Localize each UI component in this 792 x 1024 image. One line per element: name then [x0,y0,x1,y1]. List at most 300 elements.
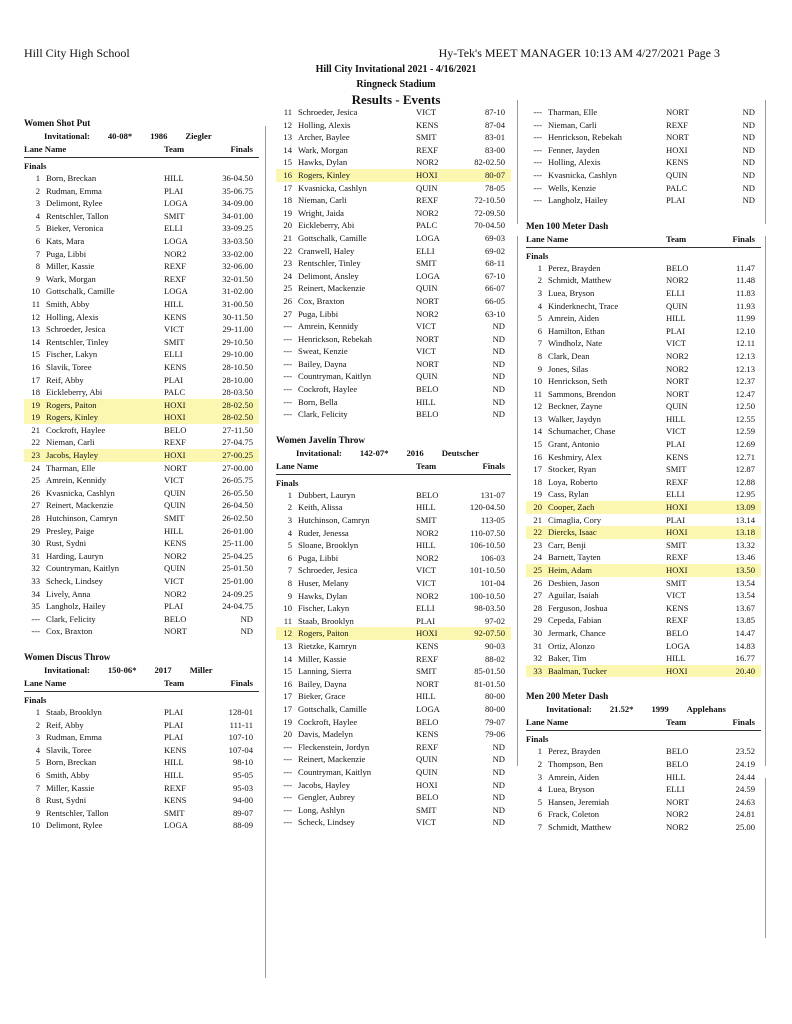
team-code: PLAI [416,615,436,626]
athlete-name: Jacobs, Hayley [298,779,351,790]
finals-mark: 11.83 [735,287,755,298]
result-row [526,350,761,363]
athlete-name: Slavik, Toree [46,361,92,372]
event-record: Invitational: 142-07* 2016 Deutscher [296,447,479,458]
finals-mark: 13.18 [735,527,755,538]
result-row [276,194,511,207]
place-cell: 32 [533,653,542,664]
finals-mark: 16.77 [735,653,755,664]
team-code: REXF [666,476,688,487]
place-cell: --- [283,792,292,803]
place-cell: 10 [31,820,40,831]
place-cell: 32 [31,563,40,574]
place-cell: 8 [537,350,542,361]
place-cell: --- [533,144,542,155]
team-code: ELLI [164,223,183,234]
place-cell: 9 [35,807,40,818]
place-cell: 10 [31,286,40,297]
place-cell: --- [533,119,542,130]
place-cell: 14 [283,653,292,664]
result-row [24,499,259,512]
athlete-name: Sammons, Brendon [548,388,616,399]
team-code: PLAI [666,439,686,450]
result-row [276,257,511,270]
athlete-name: Kvasnicka, Cashlyn [548,169,617,180]
athlete-name: Cimaglia, Cory [548,514,601,525]
place-cell: --- [31,626,40,637]
finals-mark: ND [492,779,505,790]
finals-mark: 27-04.75 [222,437,253,448]
result-row [276,779,511,792]
result-row [24,600,259,613]
place-cell: 30 [533,627,542,638]
team-code: QUIN [416,182,438,193]
finals-mark: 14.83 [735,640,755,651]
result-row [24,235,259,248]
place-cell: 9 [287,590,292,601]
finals-mark: ND [742,132,755,143]
result-row [276,396,511,409]
athlete-name: Miller, Kassie [298,653,347,664]
team-code: SMIT [416,666,437,677]
athlete-name: Cooper, Zach [548,502,595,513]
result-row [276,182,511,195]
team-code: NOR2 [164,588,187,599]
finals-mark: 97-02 [484,615,505,626]
result-row [276,703,511,716]
place-cell: --- [283,321,292,332]
team-code: LOGA [416,270,440,281]
finals-mark: 26-05.50 [222,487,253,498]
result-row [24,399,259,412]
team-code: VICT [666,426,687,437]
finals-mark: 80-00 [484,703,505,714]
athlete-name: Tharman, Elle [548,107,598,117]
column-header: Lane Name Team Finals [276,460,511,475]
team-code: KENS [164,744,187,755]
header-meet-title: Hill City Invitational 2021 - 4/16/2021 [315,64,477,75]
result-row [24,819,259,832]
place-cell: 21 [533,514,542,525]
athlete-name: Countryman, Kaitlyn [298,371,372,382]
team-code: QUIN [666,169,688,180]
finals-mark: 78-05 [484,182,505,193]
athlete-name: Ferguson, Joshua [548,602,608,613]
athlete-name: Countryman, Kaitlyn [46,563,120,574]
result-row [24,285,259,298]
place-cell: 15 [283,666,292,677]
place-cell: 19 [533,489,542,500]
team-code: VICT [416,107,437,117]
team-code: NOR2 [416,308,439,319]
result-row [276,741,511,754]
team-code: ELLI [416,245,435,256]
place-cell: 26 [31,487,40,498]
team-code: VICT [416,346,437,357]
place-cell: 20 [283,220,292,231]
team-code: ELLI [666,489,685,500]
result-row [24,197,259,210]
place-cell: 2 [537,758,542,769]
team-code: PLAI [666,195,686,206]
finals-mark: 27-00.25 [222,450,253,461]
athlete-name: Gengler, Aubrey [298,792,355,803]
finals-mark: 26-01.00 [222,525,253,536]
result-row [276,144,511,157]
athlete-name: Amrein, Kennidy [46,475,107,486]
athlete-name: Hutchinson, Camryn [46,513,118,524]
athlete-name: Wright, Jaida [298,207,344,218]
team-code: KENS [164,795,187,806]
result-row [526,325,761,338]
team-code: SMIT [164,513,185,524]
result-row [24,474,259,487]
team-code: HOXI [416,779,438,790]
result-row [276,716,511,729]
result-row [24,525,259,538]
team-code: BELO [416,384,439,395]
result-row [526,589,761,602]
place-cell: --- [533,132,542,143]
athlete-name: Rietzke, Kamryn [298,640,357,651]
place-cell: 23 [283,258,292,269]
team-code: PLAI [164,185,184,196]
place-cell: 17 [283,182,292,193]
result-row [526,476,761,489]
place-cell: 11 [31,298,40,309]
finals-mark: 23.52 [735,746,755,757]
athlete-name: Reinert, Mackenzie [298,754,366,765]
team-code: NOR2 [666,275,689,286]
team-code: NOR2 [666,363,689,374]
finals-mark: 88-09 [232,820,253,831]
result-row [24,424,259,437]
finals-mark: 106-03 [480,552,505,563]
place-cell: 31 [31,550,40,561]
athlete-name: Stocker, Ryan [548,464,596,475]
place-cell: 6 [35,235,40,246]
place-cell: 16 [31,361,40,372]
finals-mark: 25-01.00 [222,576,253,586]
result-row [526,274,761,287]
team-code: REXF [666,615,688,626]
team-code: NOR2 [666,350,689,361]
finals-mark: ND [742,182,755,193]
athlete-name: Cockroft, Haylee [298,716,358,727]
athlete-name: Fischer, Lakyn [46,349,98,360]
result-row [276,665,511,678]
athlete-name: Lanning, Sierra [298,666,352,677]
result-row [276,640,511,653]
result-row [526,771,761,784]
result-row [276,345,511,358]
result-row [276,627,511,640]
header-results: Results - Events [351,92,441,107]
finals-mark: 29-10.50 [222,336,253,347]
athlete-name: Schroeder, Jesica [298,565,358,576]
team-code: HILL [164,173,184,183]
finals-mark: ND [742,144,755,155]
team-code: SMIT [416,804,437,815]
team-code: KENS [666,602,689,613]
result-row [276,320,511,333]
finals-mark: 12.71 [735,451,755,462]
result-row [526,337,761,350]
team-code: LOGA [164,235,188,246]
place-cell: 27 [283,308,292,319]
team-code: HILL [666,313,686,324]
result-row [526,640,761,653]
team-code: REXF [416,195,438,206]
athlete-name: Presley, Paige [46,525,95,536]
result-row [276,358,511,371]
team-code: NORT [666,376,689,387]
result-row [526,400,761,413]
finals-mark: 24.81 [735,809,755,820]
finals-mark: 26-04.50 [222,500,253,511]
result-row [24,550,259,563]
finals-mark: ND [742,157,755,168]
team-code: NOR2 [666,821,689,832]
finals-mark: 63-10 [484,308,505,319]
place-cell: 12 [283,119,292,130]
team-code: HILL [416,502,436,513]
team-code: VICT [164,324,185,335]
result-row [24,311,259,324]
athlete-name: Bieker, Grace [298,691,346,702]
finals-mark: 28-10.50 [222,361,253,372]
result-row [276,527,511,540]
result-row [24,744,259,757]
finals-mark: 28-10.00 [222,374,253,385]
place-cell: 13 [533,413,542,424]
team-code: NOR2 [416,552,439,563]
result-row [24,298,259,311]
athlete-name: Walker, Jaydyn [548,413,601,424]
athlete-name: Countryman, Kaitlyn [298,766,372,777]
place-cell: 35 [31,601,40,612]
result-row [276,501,511,514]
result-row [276,270,511,283]
finals-mark: 107-04 [228,744,253,755]
athlete-name: Carr, Benji [548,539,586,550]
team-code: HOXI [666,144,688,155]
athlete-name: Kats, Mara [46,235,85,246]
result-row [276,282,511,295]
team-code: PLAI [164,732,184,743]
athlete-name: Cox, Braxton [298,295,345,306]
athlete-name: Frack, Coleton [548,809,600,820]
team-code: BELO [416,716,439,727]
finals-mark: 30-11.50 [222,311,253,322]
athlete-name: Miller, Kassie [46,261,95,272]
column-header: Lane Name Team Finals [526,716,761,731]
result-row [24,782,259,795]
athlete-name: Born, Breckan [46,173,97,183]
team-code: REXF [416,741,438,752]
place-cell: 10 [283,603,292,614]
athlete-name: Kvasnicka, Cashlyn [298,182,367,193]
team-code: NORT [416,358,439,369]
finals-mark: 89-07 [232,807,253,818]
finals-mark: 92-07.50 [474,628,505,639]
athlete-name: Wark, Morgan [298,144,348,155]
team-code: HOXI [164,450,186,461]
place-cell: 22 [533,527,542,538]
team-code: HILL [164,757,184,768]
team-code: BELO [164,424,187,435]
athlete-name: Reif, Abby [46,719,84,730]
finals-mark: 94-00 [232,795,253,806]
finals-mark: 13.67 [735,602,755,613]
athlete-name: Harding, Lauryn [46,550,104,561]
athlete-name: Smith, Abby [46,298,90,309]
athlete-name: Wells, Kenzie [548,182,596,193]
athlete-name: Rudman, Emma [46,732,102,743]
athlete-name: Langholz, Hailey [548,195,608,206]
athlete-name: Archer, Baylee [298,132,350,143]
result-row [526,425,761,438]
result-row [276,232,511,245]
result-row [276,690,511,703]
result-row [24,807,259,820]
finals-mark: 79-06 [484,729,505,740]
finals-mark: 100-10.50 [469,590,505,601]
place-cell: 7 [35,782,40,793]
team-code: REXF [164,273,186,284]
athlete-name: Rentschler, Tinley [298,258,361,269]
place-cell: --- [283,333,292,344]
place-cell: 27 [533,590,542,601]
finals-mark: 13.50 [735,565,755,575]
result-row [276,728,511,741]
team-code: HILL [164,525,184,536]
team-code: VICT [666,338,687,349]
athlete-name: Bieker, Veronica [46,223,104,234]
result-row [276,207,511,220]
result-row [526,463,761,476]
finals-mark: 28-02.50 [222,399,253,410]
result-row [526,745,761,758]
team-code: NOR2 [666,809,689,820]
result-row [24,588,259,601]
athlete-name: Fleckenstein, Jordyn [298,741,370,752]
event-title: Women Shot Put [24,118,91,128]
finals-mark: 12.87 [735,464,755,475]
finals-mark: ND [492,371,505,382]
team-code: KENS [164,538,187,549]
athlete-name: Delimont, Ansley [298,270,359,281]
result-row [24,462,259,475]
column-divider [765,100,766,224]
place-cell: --- [533,195,542,206]
team-code: KENS [666,157,689,168]
place-cell: 4 [287,527,292,538]
result-row [526,451,761,464]
team-code: QUIN [416,754,438,765]
finals-mark: ND [742,195,755,206]
place-cell: --- [533,182,542,193]
finals-mark: 95-03 [232,782,253,793]
finals-mark: 12.55 [735,413,755,424]
finals-mark: 33-02.00 [222,248,253,259]
place-cell: 20 [283,729,292,740]
finals-mark: 66-05 [484,295,505,306]
team-code: REXF [666,119,688,130]
result-row [24,731,259,744]
finals-mark: 35-06.75 [222,185,253,196]
athlete-name: Rentschler, Tallon [46,210,109,221]
place-cell: 17 [31,374,40,385]
athlete-name: Staab, Brooklyn [46,706,102,717]
finals-mark: 67-10 [484,270,505,281]
header-meet-manager: Hy-Tek's MEET MANAGER 10:13 AM 4/27/2021 Page 3 [438,46,720,60]
finals-mark: 33-09.25 [222,223,253,234]
result-row [276,539,511,552]
place-cell: 3 [287,515,292,526]
results-column-1 [24,112,259,832]
place-cell: 29 [533,615,542,626]
team-code: VICT [416,817,437,828]
result-row [526,413,761,426]
result-row [24,323,259,336]
finals-mark: 11.99 [735,313,755,324]
finals-mark: ND [742,169,755,180]
place-cell: 11 [533,388,542,399]
place-cell: 4 [537,784,542,795]
athlete-name: Amrein, Kennidy [298,321,359,332]
place-cell: 21 [31,424,40,435]
athlete-name: Delimont, Rylee [46,820,103,831]
result-row [24,449,259,462]
place-cell: 24 [533,552,542,563]
finals-mark: 69-02 [484,245,505,256]
team-code: KENS [164,361,187,372]
place-cell: 8 [287,578,292,588]
place-cell: 12 [533,401,542,412]
result-row [24,613,259,626]
result-row [276,615,511,628]
place-cell: --- [283,779,292,790]
event-title: Men 100 Meter Dash [526,220,609,231]
team-code: LOGA [164,286,188,297]
result-row [24,273,259,286]
place-cell: 7 [35,248,40,259]
place-cell: 19 [283,207,292,218]
result-row [24,719,259,732]
event-record: Invitational: 150-06* 2017 Miller [44,664,213,675]
team-code: REXF [666,552,688,563]
athlete-name: Perez, Brayden [548,746,601,757]
place-cell: 21 [283,232,292,243]
place-cell: 16 [533,451,542,462]
place-cell: 7 [537,338,542,349]
athlete-name: Born, Bella [298,396,338,407]
place-cell: 25 [31,475,40,486]
place-cell: 5 [537,796,542,807]
place-cell: 3 [35,198,40,209]
result-row [526,300,761,313]
result-row [526,808,761,821]
athlete-name: Miller, Kassie [46,782,95,793]
place-cell: 6 [537,325,542,336]
result-row [24,562,259,575]
result-row [24,210,259,223]
place-cell: 7 [537,821,542,832]
team-code: BELO [164,613,187,624]
team-code: VICT [666,590,687,601]
team-code: HOXI [666,502,688,513]
